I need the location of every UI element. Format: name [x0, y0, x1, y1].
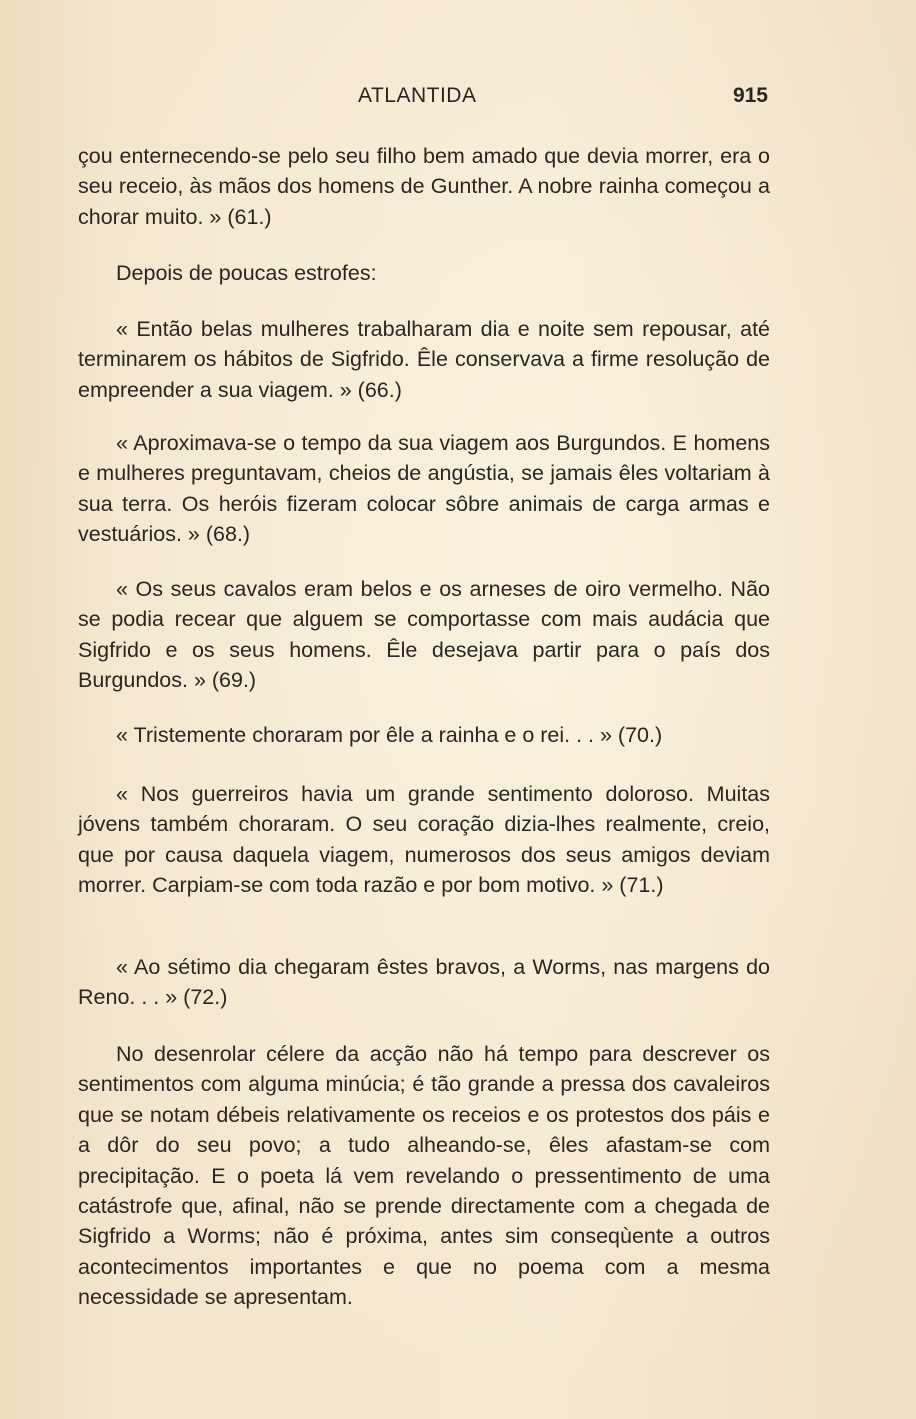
running-title: ATLANTIDA [358, 84, 477, 107]
running-header [78, 84, 768, 114]
quote-paragraph-72: « Ao sétimo dia chegaram êstes bravos, a Worms, nas margens do Reno. . . » (72.) [78, 955, 770, 1010]
quote-paragraph-66: « Então belas mulheres trabalharam dia e noite sem repousar, até terminarem os hábitos de Sigfrido. Êle conservava a firme resolução de empreender a sua viagem. » (66.) [78, 317, 770, 402]
paragraph-continuation: çou enternecendo-se pelo seu filho bem amado que devia morrer, era o seu receio, às mãos dos homens de Gunther. A nobre rainha começou a chorar muito. » (61.) [78, 144, 770, 229]
paragraph-intro: Depois de poucas estrofes: [116, 261, 377, 285]
page-number: 915 [732, 84, 768, 107]
quote-paragraph-70: « Tristemente choraram por êle a rainha e o rei. . . » (70.) [116, 723, 663, 747]
commentary-paragraph: No desenrolar célere da acção não há tempo para descrever os sentimentos com alguma minúcia; é tão grande a pressa dos cavaleiros que se notam débeis relativamente os receios e os protestos dos páis e a dôr do seu povo; a tudo alheando-se, êles afastam-se com precipitação. E o poeta lá vem revelando o pressentimento de uma catástrofe que, afinal, não se prende directamente com a chegada de Sigfrido a Worms; não é próxima, antes sim conseqùente a outros acontecimentos importantes e que no poema com a mesma necessidade se apresentam. [78, 1042, 770, 1310]
quote-paragraph-68: « Aproximava-se o tempo da sua viagem aos Burgundos. E homens e mulheres preguntavam, cheios de angústia, se jamais êles voltariam à sua terra. Os heróis fizeram colocar sôbre animais de carga armas e vestuários. » (68.) [78, 431, 770, 547]
quote-paragraph-71: « Nos guerreiros havia um grande sentimento doloroso. Muitas jóvens também choraram. O seu coração dizia-lhes realmente, creio, que por causa daquela viagem, numerosos dos seus amigos deviam morrer. Carpiam-se com toda razão e por bom motivo. » (71.) [78, 782, 770, 898]
quote-paragraph-69: « Os seus cavalos eram belos e os arneses de oiro vermelho. Não se podia recear que alguem se comportasse com mais audácia que Sigfrido e os seus homens. Êle desejava partir para o país dos Burgundos. » (69.) [78, 577, 770, 693]
